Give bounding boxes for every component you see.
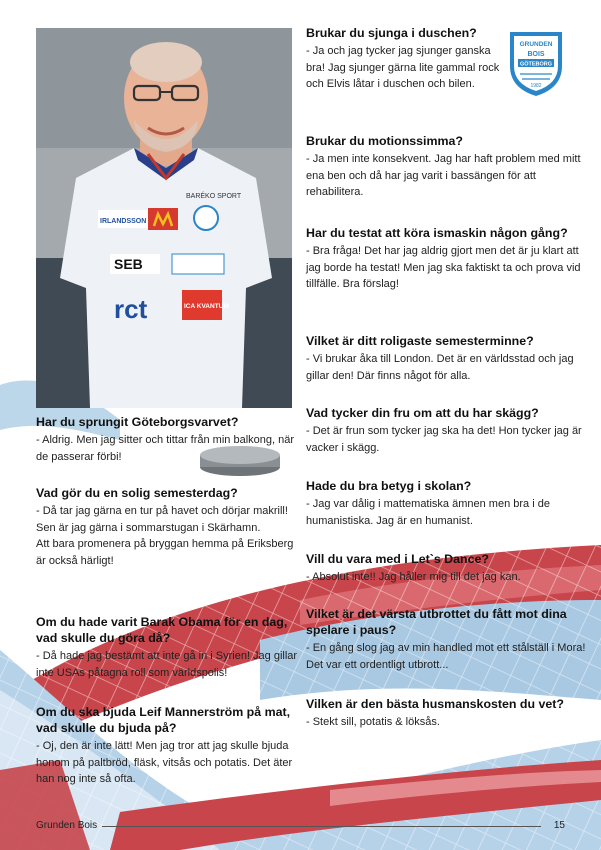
footer-divider [102, 826, 541, 827]
qa-block [306, 478, 592, 529]
portrait-photo [36, 28, 292, 408]
answer-extra: Att bara promenera på bryggan hemma på Eriksberg är också härligt! [36, 538, 294, 567]
qa-block [36, 414, 298, 465]
answer: - Jag var dålig i mattematiska ämnen men bra i de humanistiska. Jag är en humanist. [306, 498, 550, 527]
question: Vilken är den bästa husmanskosten du vet? [306, 697, 564, 711]
question: Vad gör du en solig semesterdag? [36, 486, 238, 500]
question: Om du ska bjuda Leif Mannerström på mat, vad skulle du bjuda på? [36, 705, 291, 735]
sponsor-irlandsson: IRLANDSSON [100, 218, 147, 225]
publication-name: Grunden Bois [36, 820, 98, 831]
qa-block [306, 551, 592, 586]
sponsor-bareko: BARÉKO SPORT [186, 193, 242, 200]
answer: - Ja och jag tycker jag sjunger ganska bra! Jag sjunger gärna lite gammal rock och Elvis låtar i duschen och bilen. [306, 45, 500, 90]
answer: - Aldrig. Men jag sitter och tittar från min balkong, när de passerar förbi! [36, 434, 295, 463]
logo-year: 1982 [530, 83, 542, 89]
question: Om du hade varit Barak Obama för en dag, vad skulle du göra då? [36, 615, 288, 645]
logo-middle-text: BOIS [527, 51, 545, 58]
answer: - En gång slog jag av min handled mot ett stålställ i Mora! Det var ett ordentligt utbrott... [306, 642, 586, 671]
question: Har du sprungit Göteborgsvarvet? [36, 415, 239, 429]
answer: - Oj, den är inte lätt! Men jag tror att jag skulle bjuda honom på paltbröd, fläsk, vitsås och potatis. Det äter han nog inte så ofta. [36, 740, 293, 785]
qa-block [306, 333, 592, 384]
answer: - Absolut inte!! Jag håller mig till det jag kan. [306, 571, 521, 583]
question: Hade du bra betyg i skolan? [306, 479, 472, 493]
answer: - Det är frun som tycker jag ska ha det! Hon tycker jag är vacker i skägg. [306, 425, 582, 454]
qa-block [36, 485, 298, 569]
answer: - Stekt sill, potatis & löksås. [306, 716, 440, 728]
answer: - Bra fråga! Det har jag aldrig gjort men det är ju klart att jag borde ha testat! Men jag ska faktiskt ta och prova vid tillfälle. Bra förslag! [306, 245, 581, 290]
qa-block [306, 405, 592, 456]
sponsor-ica: ICA KVANTUM [184, 303, 229, 310]
qa-block [306, 696, 592, 731]
question: Vill du vara med i Let`s Dance? [306, 552, 489, 566]
question: Vad tycker din fru om att du har skägg? [306, 406, 539, 420]
question: Vilket är det värsta utbrottet du fått mot dina spelare i paus? [306, 607, 567, 637]
qa-block [306, 133, 592, 201]
logo-top-text: GRUNDEN [519, 41, 553, 48]
question: Vilket är ditt roligaste semesterminne? [306, 334, 534, 348]
answer: - Då tar jag gärna en tur på havet och dörjar makrill! Sen är jag gärna i sommarstugan i Skärhamn. [36, 505, 288, 534]
qa-block [306, 25, 502, 93]
answer: - Vi brukar åka till London. Det är en världsstad och jag gillar den! Där finns något för alla. [306, 353, 574, 382]
question: Brukar du motionssimma? [306, 134, 463, 148]
sponsor-seb: SEB [114, 256, 143, 272]
answer: - Ja men inte konsekvent. Jag har haft problem med mitt ena ben och då har jag varit i bassängen för att rehabilitera. [306, 153, 581, 198]
qa-block [306, 225, 592, 293]
qa-block [306, 606, 592, 673]
page-footer [36, 820, 565, 834]
answer: - Då hade jag bestämt att inte gå in i Syrien! Jag gillar inte USAs påtagna roll som världspolis! [36, 650, 298, 679]
page-number: 15 [553, 820, 565, 831]
qa-block [36, 614, 298, 681]
question: Brukar du sjunga i duschen? [306, 26, 477, 40]
qa-block [36, 704, 298, 788]
sponsor-rct: rct [114, 294, 148, 324]
question: Har du testat att köra ismaskin någon gång? [306, 226, 568, 240]
logo-bottom-text: GÖTEBORG [519, 61, 553, 68]
club-logo [506, 26, 566, 98]
